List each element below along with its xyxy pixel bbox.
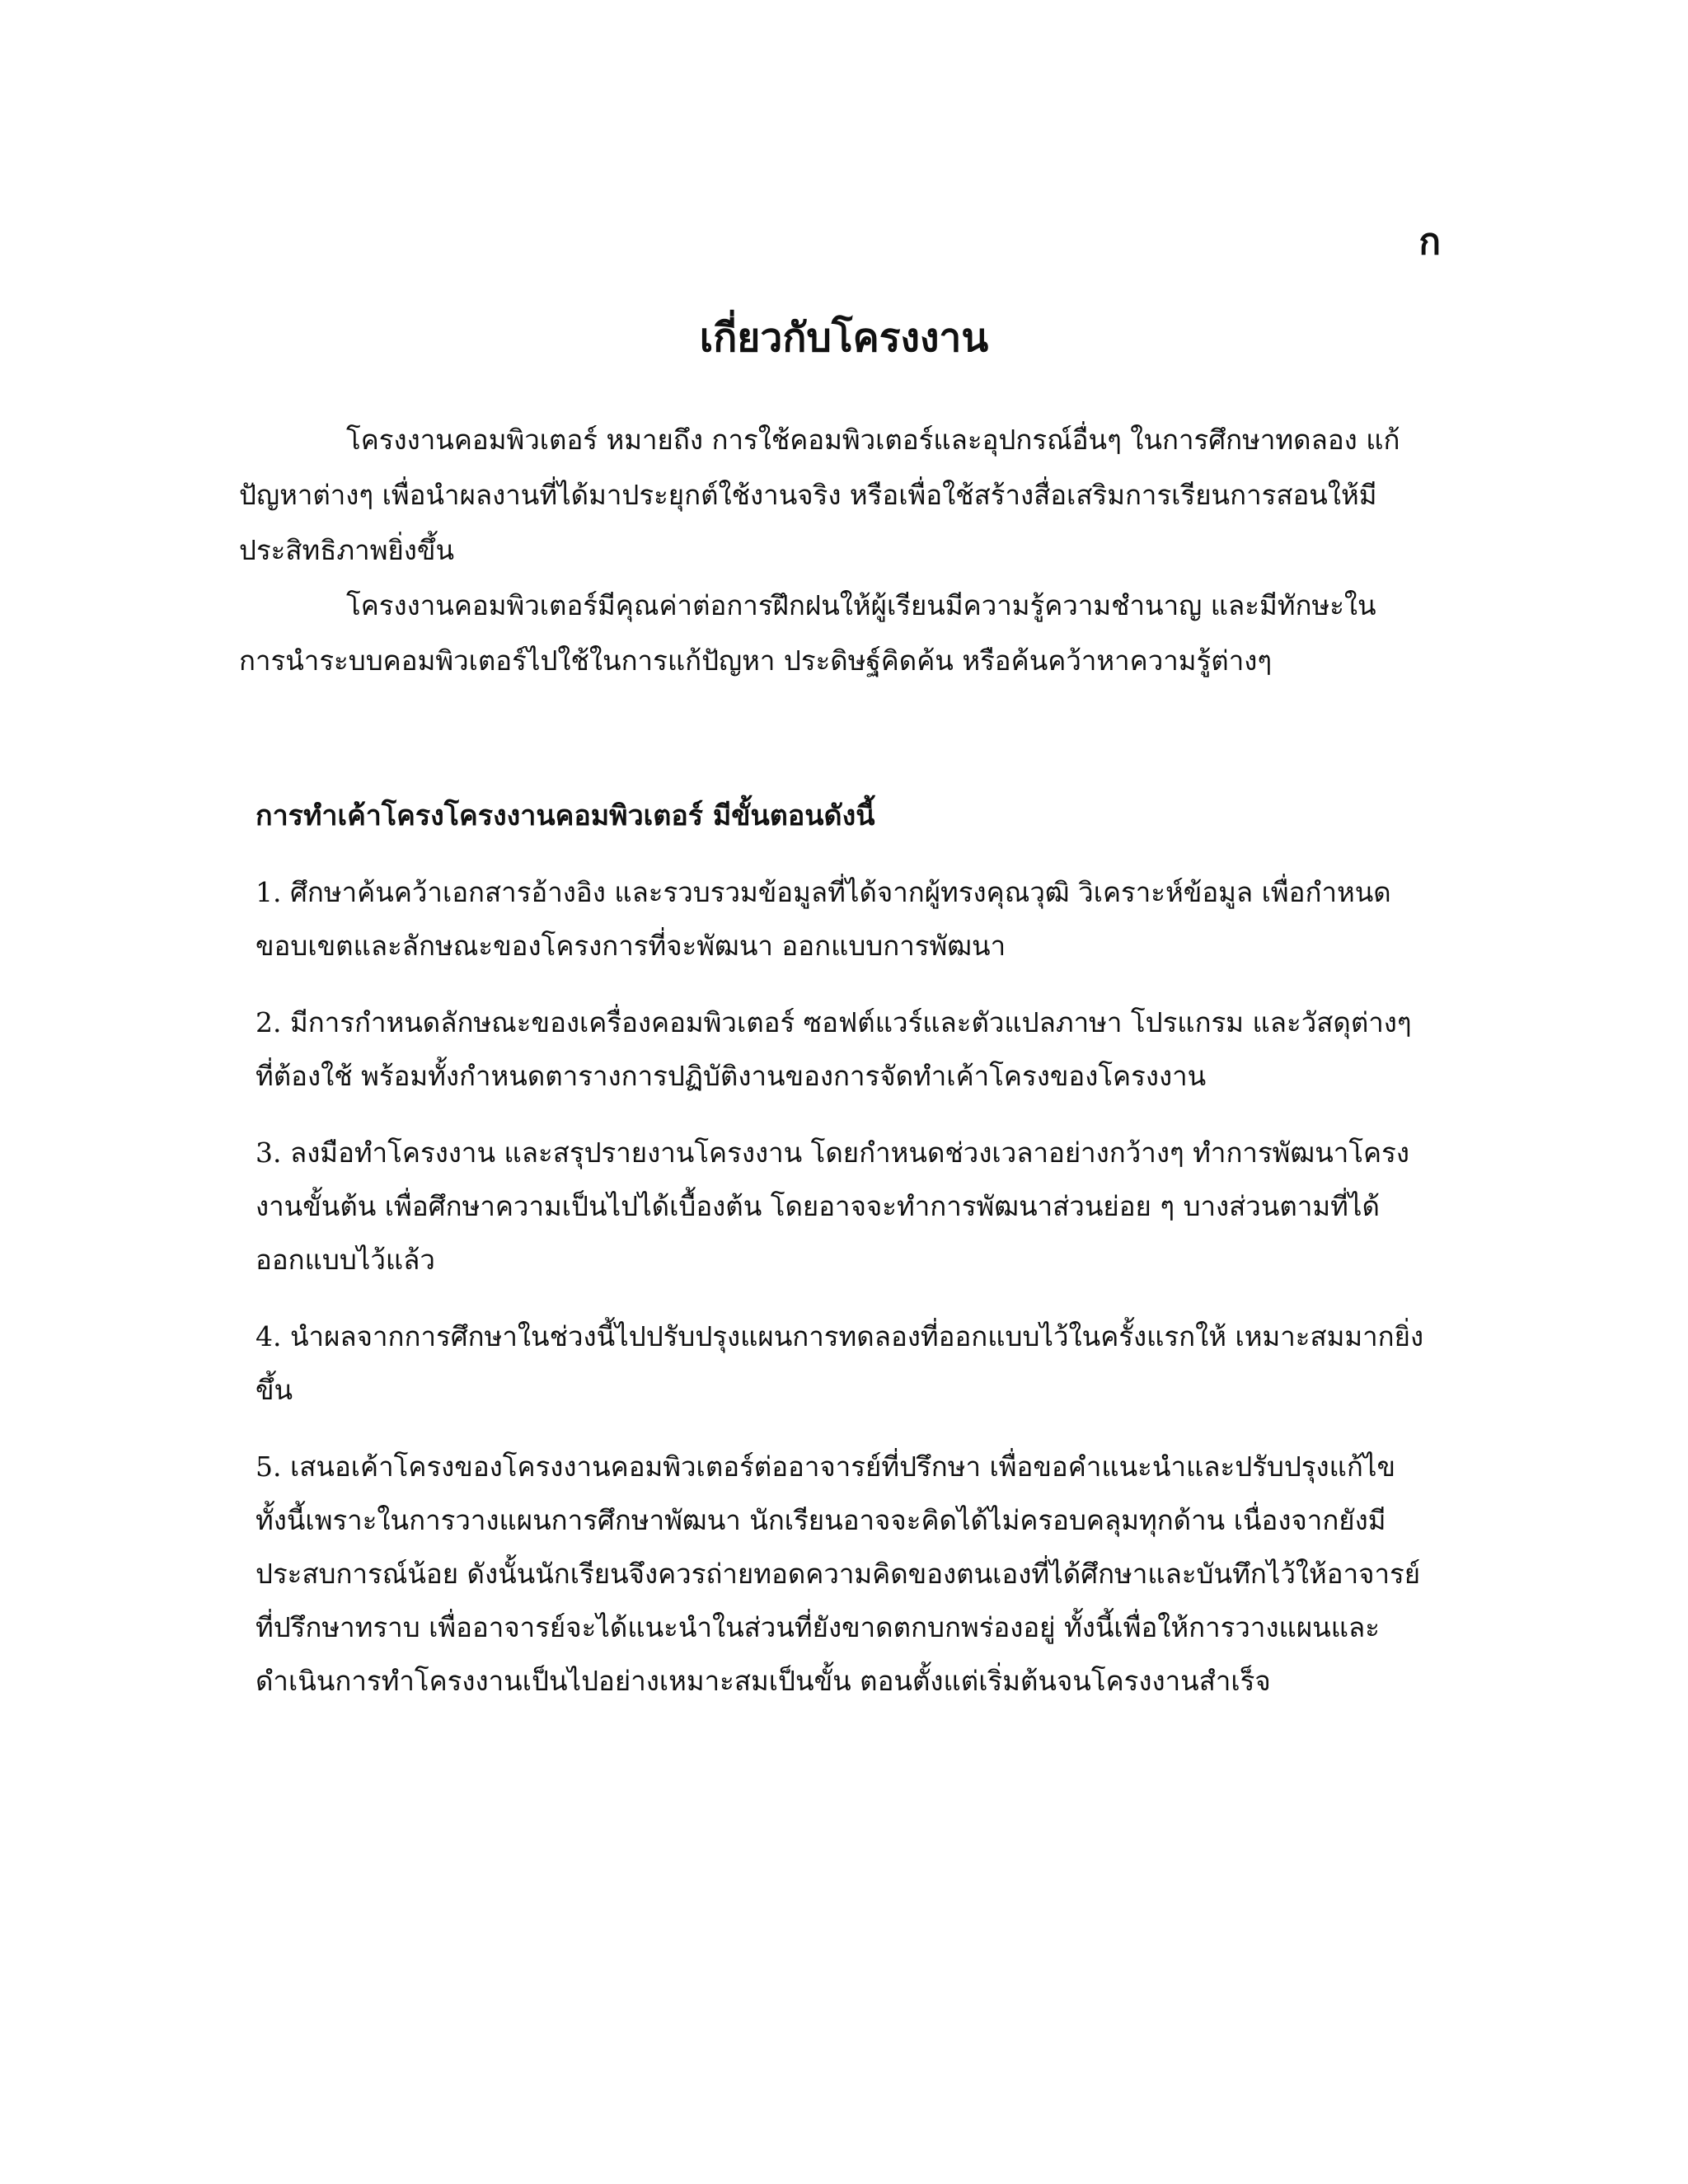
page-title: เกี่ยวกับโครงงาน: [699, 315, 989, 362]
step-item-1: 1. ศึกษาค้นคว้าเอกสารอ้างอิง และรวบรวมข้อมูลที่ได้จากผู้ทรงคุณวุฒิ วิเคราะห์ข้อมูล เพื่อกำหนดขอบเขตและลักษณะของโครงการที่จะพัฒนา ออกแบบการพัฒนา: [256, 876, 1391, 962]
steps-heading: การทำเค้าโครงโครงงานคอมพิวเตอร์ มีขั้นตอนดังนี้: [256, 799, 875, 832]
about-paragraph-1: โครงงานคอมพิวเตอร์ หมายถึง การใช้คอมพิวเตอร์และอุปกรณ์อื่นๆ ในการศึกษาทดลอง แก้ปัญหาต่างๆ เพื่อนำผลงานที่ได้มาประยุกต์ใช้งานจริง หรือเพื่อใช้สร้างสื่อเสริมการเรียนการสอนให้มีประสิทธิภาพยิ่งขึ้น: [239, 424, 1400, 566]
step-item-2: 2. มีการกำหนดลักษณะของเครื่องคอมพิวเตอร์ ซอฟต์แวร์และตัวแปลภาษา โปรแกรม และวัสดุต่างๆ ที่ต้องใช้ พร้อมทั้งกำหนดตารางการปฏิบัติงานของการจัดทำเค้าโครงของโครงงาน: [256, 1006, 1412, 1092]
step-item-3: 3. ลงมือทำโครงงาน และสรุปรายงานโครงงาน โดยกำหนดช่วงเวลาอย่างกว้างๆ ทำการพัฒนาโครงงานขั้นต้น เพื่อศึกษาความเป็นไปได้เบื้องต้น โดยอาจจะทำการพัฒนาส่วนย่อย ๆ บางส่วนตามที่ได้ออกแบบไว้แล้ว: [256, 1137, 1409, 1276]
steps-list: [256, 865, 1426, 1731]
about-paragraph-2: โครงงานคอมพิวเตอร์มีคุณค่าต่อการฝึกฝนให้ผู้เรียนมีความรู้ความชำนาญ และมีทักษะในการนำระบบคอมพิวเตอร์ไปใช้ในการแก้ปัญหา ประดิษฐ์คิดค้น หรือค้นคว้าหาความรู้ต่างๆ: [239, 589, 1376, 677]
step-item-4: 4. นำผลจากการศึกษาในช่วงนี้ไปปรับปรุงแผนการทดลองที่ออกแบบไว้ในครั้งแรกให้ เหมาะสมมากยิ่งขึ้น: [256, 1320, 1424, 1406]
step-item-5: 5. เสนอเค้าโครงของโครงงานคอมพิวเตอร์ต่ออาจารย์ที่ปรึกษา เพื่อขอคำแนะนำและปรับปรุงแก้ไข ทั้งนี้เพราะในการวางแผนการศึกษาพัฒนา นักเรียนอาจจะคิดได้ไม่ครอบคลุมทุกด้าน เนื่องจากยังมีประสบการณ์น้อย ดังนั้นนักเรียนจึงควรถ่ายทอดความคิดของตนเองที่ได้ศึกษาและบันทึกไว้ให้อาจารย์ที่ปรึกษาทราบ เพื่ออาจารย์จะได้แนะนำในส่วนที่ยังขาดตกบกพร่องอยู่ ทั้งนี้เพื่อให้การวางแผนและดำเนินการทำโครงงานเป็นไปอย่างเหมาะสมเป็นขั้น ตอนตั้งแต่เริ่มต้นจนโครงงานสำเร็จ: [256, 1451, 1421, 1697]
about-section: [239, 412, 1426, 688]
page-number-letter: ก: [1418, 221, 1441, 263]
